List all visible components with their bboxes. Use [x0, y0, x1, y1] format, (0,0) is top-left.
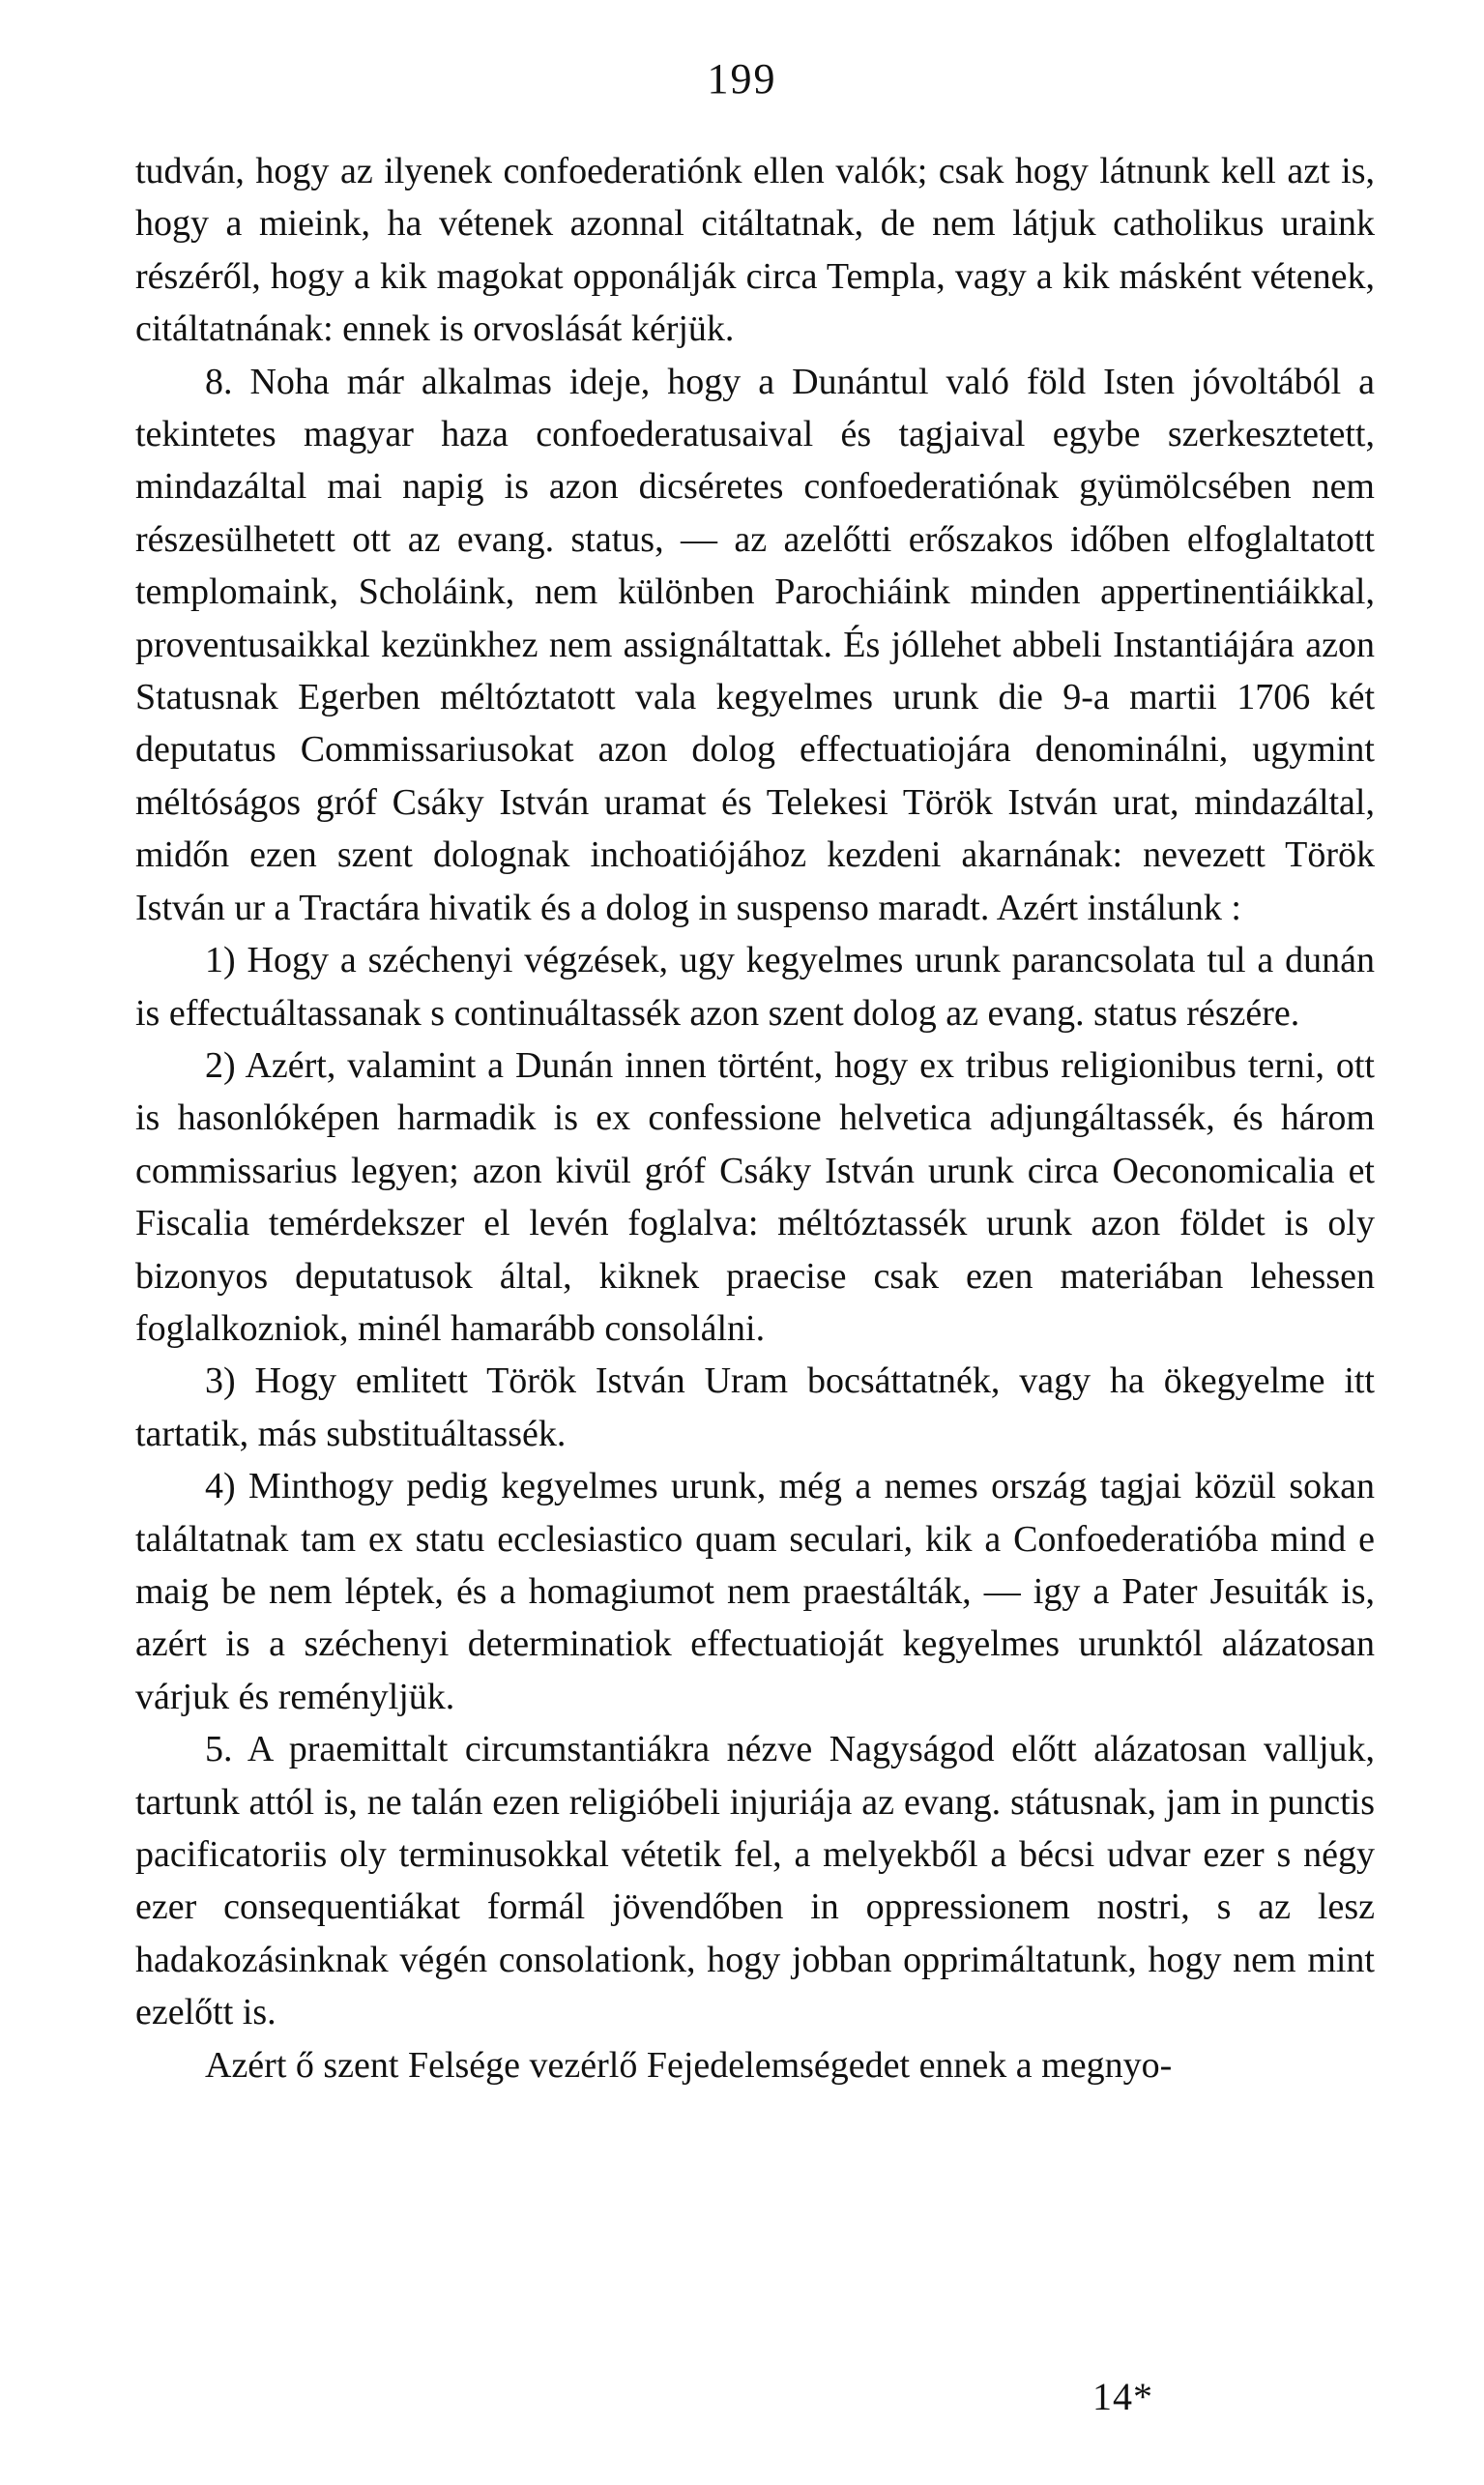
paragraph-5: 5. A praemittalt circumstantiákra nézve Nagyságod előtt alázatosan valljuk, tartunk attól is, ne talán ezen religióbeli injuriája az evang. státusnak, jam in punctis pacificatoriis oly terminusokkal vétetik fel, a melyekből a bécsi udvar ezer s négy ezer consequentiákat formál jövendőben in oppressionem nostri, s az lesz hadakozásinknak végén consolationk, hogy jobban opprimáltatunk, hogy nem mint ezelőtt is. — [135, 1729, 1375, 2033]
paragraph-closing: Azért ő szent Felsége vezérlő Fejedelemségedet ennek a megnyo- — [205, 2044, 1173, 2086]
page-number: 199 — [707, 55, 777, 102]
paragraph-continuation: tudván, hogy az ilyenek confoederatiónk ellen valók; csak hogy látnunk kell azt is, hogy a mieink, ha vétenek azonnal citáltatnak, de nem látjuk catholikus uraink részéről, hogy a kik magokat opponálják circa Templa, vagy a kik másként vétenek, citáltatnának: ennek is orvoslását kérjük. — [135, 151, 1375, 350]
body-text — [135, 145, 1375, 2091]
paragraph-8: 8. Noha már alkalmas ideje, hogy a Dunántul való föld Isten jóvoltából a tekintetes magyar haza confoederatusaival és tagjaival egybe szerkesztetett, mindazáltal mai napig is azon dicséretes confoederatiónak gyümölcsében nem részesülhetett ott az evang. status, — az azelőtti erőszakos időben elfoglaltatott templomaink, Scholáink, nem különben Parochiáink minden appertinentiáikkal, proventusaikkal kezünkhez nem assignáltattak. És jóllehet abbeli Instantiájára azon Statusnak Egerben méltóztatott vala kegyelmes urunk die 9-a martii 1706 két deputatus Commissariusokat azon dolog effectuatiojára denominálni, ugymint méltóságos gróf Csáky István uramat és Telekesi Török István urat, mindazáltal, midőn ezen szent dolognak inchoatiójához kezdeni akarnának: nevezett Török István ur a Tractára hivatik és a dolog in suspenso maradt. Azért instálunk : — [135, 361, 1375, 928]
paragraph-item-1: 1) Hogy a széchenyi végzések, ugy kegyelmes urunk parancsolata tul a dunán is effectuáltassanak s continuáltassék azon szent dolog az evang. status részére. — [135, 940, 1375, 1034]
paragraph-item-2: 2) Azért, valamint a Dunán innen történt, hogy ex tribus religionibus terni, ott is hasonlóképen harmadik is ex confessione helvetica adjungáltassék, és három commissarius legyen; azon kivül gróf Csáky István urunk circa Oeconomicalia et Fiscalia temérdekszer el levén foglalva: méltóztassék urunk azon földet is oly bizonyos deputatusok által, kiknek praecise csak ezen materiában lehessen foglalkozniok, minél hamarább consolálni. — [135, 1044, 1375, 1349]
paragraph-item-3: 3) Hogy emlitett Török István Uram bocsáttatnék, vagy ha ökegyelme itt tartatik, más substituáltassék. — [135, 1360, 1375, 1454]
signature-mark: 14* — [1092, 2375, 1153, 2418]
paragraph-item-4: 4) Minthogy pedig kegyelmes urunk, még a nemes ország tagjai közül sokan találtatnak tam ex statu ecclesiastico quam seculari, kik a Confoederatióba mind e maig be nem léptek, és a homagiumot nem praestálták, — igy a Pater Jesuiták is, azért is a széchenyi determinatiok effectuatioját kegyelmes urunktól alázatosan várjuk és reménylјük. — [135, 1466, 1375, 1717]
